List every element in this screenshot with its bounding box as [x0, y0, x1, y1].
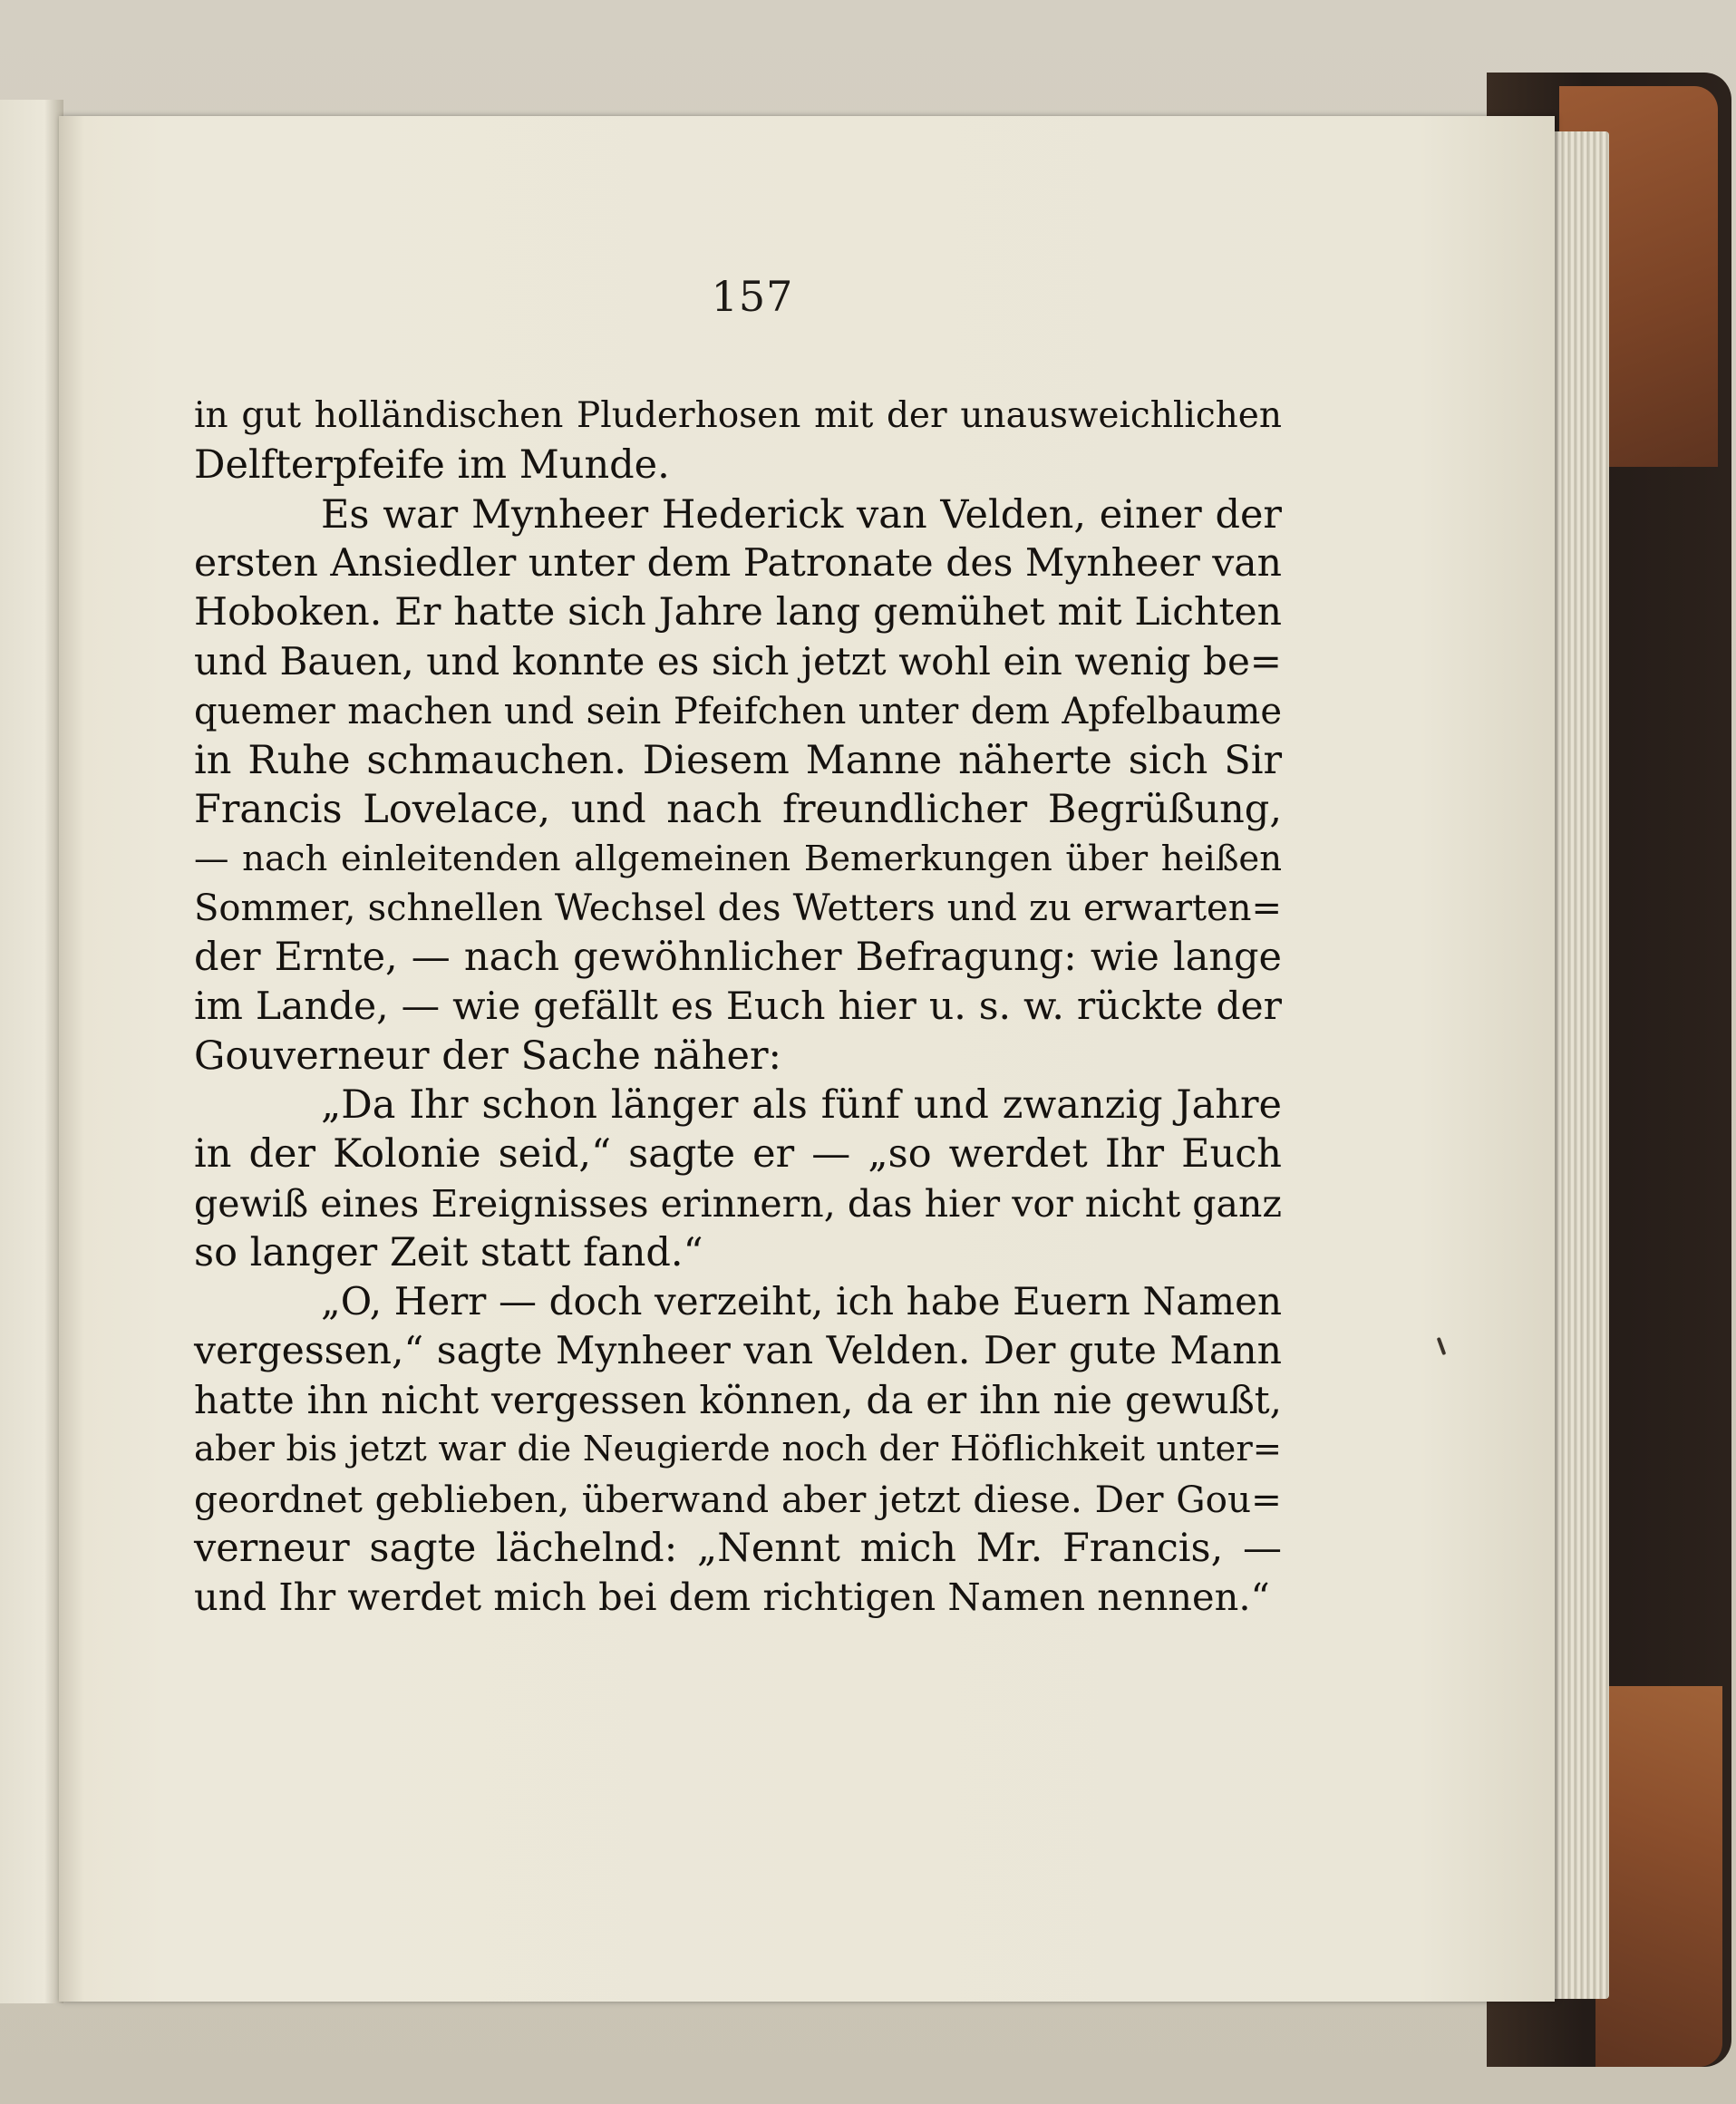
text-line: Sommer, schnellen Wechsel des Wetters und zu erwarten= [194, 887, 1282, 929]
text-line: in Ruhe schmauchen. Diesem Manne näherte sich Sir [194, 738, 1282, 784]
left-page-edge [0, 100, 63, 2003]
text-line: und Bauen, und konnte es sich jetzt wohl ein wenig be= [194, 639, 1282, 684]
text-line: — nach einleitenden allgemeinen Bemerkungen über heißen [194, 838, 1282, 879]
text-line: Gouverneur der Sache näher: [194, 1033, 781, 1079]
text-line: Francis Lovelace, und nach freundlicher Begrüßung, [194, 787, 1282, 833]
text-line: gewiß eines Ereignisses erinnern, das hier vor nicht ganz [194, 1181, 1282, 1226]
text-line: aber bis jetzt war die Neugierde noch der Höflichkeit unter= [194, 1429, 1282, 1470]
text-line: in der Kolonie seid,“ sagte er — „so werdet Ihr Euch [194, 1131, 1282, 1178]
text-line: „Da Ihr schon länger als fünf und zwanzig Jahre [321, 1082, 1282, 1129]
text-line: Es war Mynheer Hederick van Velden, einer der [321, 491, 1282, 538]
text-line: so langer Zeit statt fand.“ [194, 1230, 703, 1276]
text-line: vergessen,“ sagte Mynheer van Velden. Der gute Mann [194, 1328, 1282, 1373]
leather-corner-bottom [1595, 1686, 1722, 2067]
text-line: verneur sagte lächelnd: „Nennt mich Mr. Francis, — [194, 1525, 1282, 1571]
text-line: ersten Ansiedler unter dem Patronate des Mynheer van [194, 540, 1283, 586]
text-line: Delfterpfeife im Munde. [194, 442, 670, 489]
text-line: im Lande, — wie gefällt es Euch hier u. s. w. rückte der [194, 984, 1282, 1029]
text-line: der Ernte, — nach gewöhnlicher Befragung: wie lange [194, 935, 1282, 981]
text-line: geordnet geblieben, überwand aber jetzt diese. Der Gou= [194, 1477, 1282, 1521]
text-line: quemer machen und sein Pfeifchen unter dem Apfelbaume [194, 690, 1282, 732]
text-line: hatte ihn nicht vergessen können, da er ihn nie gewußt, [194, 1377, 1282, 1422]
page-number: 157 [711, 272, 794, 321]
text-line: und Ihr werdet mich bei dem richtigen Namen nennen.“ [194, 1575, 1270, 1620]
text-line: in gut holländischen Pluderhosen mit der unausweichlichen [194, 395, 1282, 436]
page-edges [1546, 131, 1609, 1999]
text-line: Hoboken. Er hatte sich Jahre lang gemühet mit Lichten [194, 590, 1282, 635]
text-line: „O, Herr — doch verzeiht, ich habe Euern Namen [321, 1279, 1282, 1324]
page-text [194, 392, 1282, 1622]
